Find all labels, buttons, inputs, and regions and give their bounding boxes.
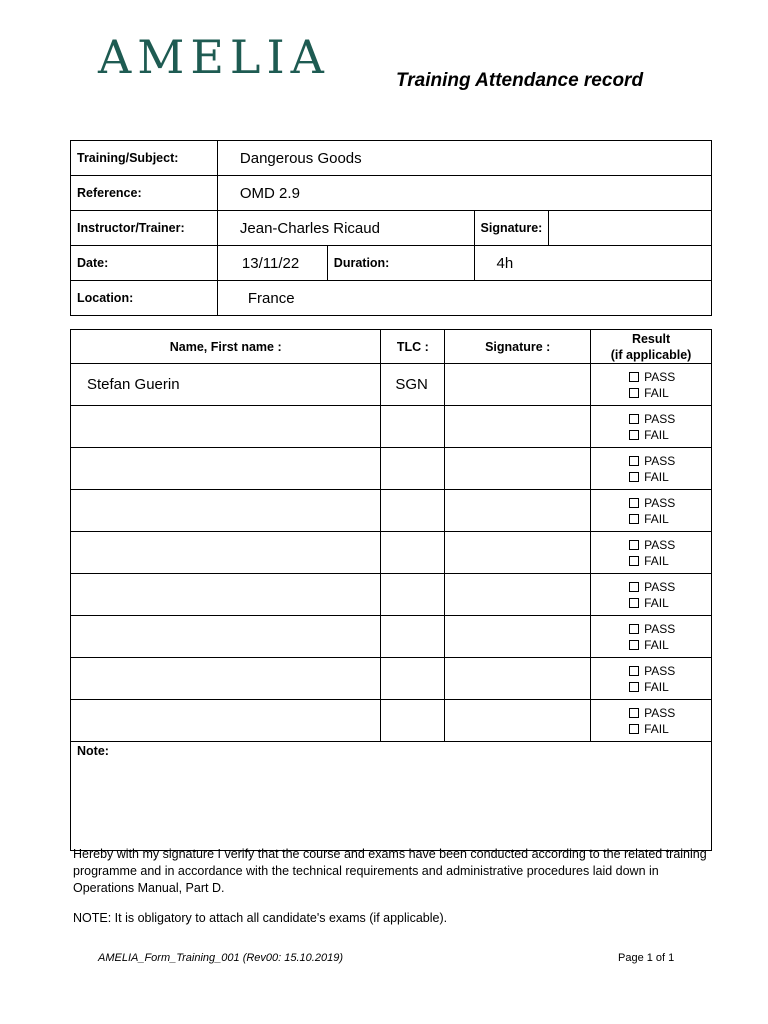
tlc-column-header: TLC :	[381, 330, 445, 364]
instructor-signature-field[interactable]	[549, 211, 712, 246]
fail-label: FAIL	[644, 679, 669, 694]
reference-value[interactable]: OMD 2.9	[217, 176, 711, 211]
fail-option[interactable]	[629, 553, 711, 569]
pass-label: PASS	[644, 579, 676, 594]
location-row	[71, 281, 712, 316]
pass-checkbox[interactable]	[629, 624, 639, 634]
fail-label: FAIL	[644, 427, 669, 442]
obligation-note: NOTE: It is obligatory to attach all candidate's exams (if applicable).	[73, 911, 448, 925]
pass-option[interactable]	[629, 705, 711, 721]
attendee-name-field[interactable]	[71, 448, 381, 490]
attendee-tlc-field[interactable]: SGN	[381, 364, 445, 406]
attendee-signature-field[interactable]	[445, 490, 591, 532]
fail-option[interactable]	[629, 637, 711, 653]
attendee-name-field[interactable]: Stefan Guerin	[71, 364, 381, 406]
pass-label: PASS	[644, 663, 676, 678]
result-header-text: Result	[631, 331, 671, 346]
pass-label: PASS	[644, 495, 676, 510]
fail-label: FAIL	[644, 637, 669, 652]
attendee-tlc-field[interactable]	[381, 532, 445, 574]
fail-checkbox[interactable]	[629, 682, 639, 692]
attendee-row	[71, 700, 712, 742]
date-label: Date:	[71, 246, 218, 281]
fail-label: FAIL	[644, 385, 669, 400]
attendee-signature-field[interactable]	[445, 406, 591, 448]
pass-label: PASS	[644, 537, 676, 552]
signature-column-header: Signature :	[445, 330, 591, 364]
result-column-header	[591, 330, 712, 364]
fail-option[interactable]	[629, 679, 711, 695]
fail-label: FAIL	[644, 595, 669, 610]
attendee-name-field[interactable]	[71, 406, 381, 448]
fail-option[interactable]	[629, 511, 711, 527]
note-field[interactable]	[71, 742, 712, 851]
signature-label: Signature:	[474, 211, 549, 246]
page-number: Page 1 of 1	[618, 952, 675, 964]
pass-option[interactable]	[629, 621, 711, 637]
result-options	[591, 700, 712, 742]
attendee-tlc-field[interactable]	[381, 616, 445, 658]
attendee-signature-field[interactable]	[445, 532, 591, 574]
fail-label: FAIL	[644, 721, 669, 736]
pass-option[interactable]	[629, 663, 711, 679]
pass-label: PASS	[644, 369, 676, 384]
fail-checkbox[interactable]	[629, 388, 639, 398]
fail-checkbox[interactable]	[629, 556, 639, 566]
attendance-header-row	[71, 330, 712, 364]
training-info-table	[70, 140, 712, 316]
attendee-name-field[interactable]	[71, 700, 381, 742]
pass-option[interactable]	[629, 495, 711, 511]
attendee-name-field[interactable]	[71, 616, 381, 658]
training-subject-value[interactable]: Dangerous Goods	[217, 141, 711, 176]
fail-checkbox[interactable]	[629, 514, 639, 524]
attendee-row	[71, 574, 712, 616]
duration-label: Duration:	[327, 246, 474, 281]
fail-checkbox[interactable]	[629, 640, 639, 650]
fail-label: FAIL	[644, 553, 669, 568]
location-value[interactable]: France	[217, 281, 711, 316]
attendee-name-field[interactable]	[71, 490, 381, 532]
result-options	[591, 658, 712, 700]
fail-label: FAIL	[644, 511, 669, 526]
pass-checkbox[interactable]	[629, 414, 639, 424]
pass-checkbox[interactable]	[629, 456, 639, 466]
form-identifier: AMELIA_Form_Training_001 (Rev00: 15.10.2019)	[98, 952, 343, 964]
duration-value[interactable]: 4h	[474, 246, 711, 281]
pass-checkbox[interactable]	[629, 372, 639, 382]
pass-label: PASS	[644, 705, 676, 720]
result-header-subtext: (if applicable)	[610, 347, 692, 362]
attendee-name-field[interactable]	[71, 574, 381, 616]
instructor-value[interactable]: Jean-Charles Ricaud	[217, 211, 474, 246]
attendee-row	[71, 532, 712, 574]
pass-checkbox[interactable]	[629, 498, 639, 508]
attendee-tlc-field[interactable]	[381, 658, 445, 700]
attendee-signature-field[interactable]	[445, 364, 591, 406]
fail-option[interactable]	[629, 385, 711, 401]
pass-label: PASS	[644, 411, 676, 426]
result-options	[591, 532, 712, 574]
attendee-tlc-field[interactable]	[381, 574, 445, 616]
verification-statement: Hereby with my signature I verify that the course and exams have been conducted according to the related training programme and in accordance with the technical requirements and administrative procedures laid down in Operations Manual, Part D.	[73, 847, 707, 895]
pass-checkbox[interactable]	[629, 708, 639, 718]
fail-checkbox[interactable]	[629, 598, 639, 608]
result-options	[591, 448, 712, 490]
location-label: Location:	[71, 281, 218, 316]
note-row	[71, 742, 712, 851]
attendee-signature-field[interactable]	[445, 574, 591, 616]
pass-checkbox[interactable]	[629, 666, 639, 676]
instructor-label: Instructor/Trainer:	[71, 211, 218, 246]
date-row	[71, 246, 712, 281]
fail-option[interactable]	[629, 469, 711, 485]
result-options	[591, 616, 712, 658]
attendee-signature-field[interactable]	[445, 616, 591, 658]
attendee-tlc-field[interactable]	[381, 490, 445, 532]
attendee-name-field[interactable]	[71, 658, 381, 700]
pass-label: PASS	[644, 621, 676, 636]
attendee-row	[71, 616, 712, 658]
fail-label: FAIL	[644, 469, 669, 484]
fail-option[interactable]	[629, 595, 711, 611]
attendance-table	[70, 329, 712, 851]
fail-option[interactable]	[629, 427, 711, 443]
note-label: Note:	[77, 744, 109, 758]
amelia-logo: AMELIA	[98, 30, 330, 84]
attendee-tlc-field[interactable]	[381, 448, 445, 490]
pass-option[interactable]	[629, 411, 711, 427]
document-title: Training Attendance record	[396, 70, 644, 91]
result-options	[591, 364, 712, 406]
date-value[interactable]: 13/11/22	[217, 246, 327, 281]
attendee-tlc-field[interactable]	[381, 406, 445, 448]
attendee-row	[71, 490, 712, 532]
fail-checkbox[interactable]	[629, 724, 639, 734]
attendee-signature-field[interactable]	[445, 448, 591, 490]
pass-option[interactable]	[629, 369, 711, 385]
fail-option[interactable]	[629, 721, 711, 737]
pass-checkbox[interactable]	[629, 582, 639, 592]
attendee-tlc-field[interactable]	[381, 700, 445, 742]
attendee-row	[71, 406, 712, 448]
result-options	[591, 490, 712, 532]
training-subject-label: Training/Subject:	[71, 141, 218, 176]
pass-option[interactable]	[629, 579, 711, 595]
attendee-name-field[interactable]	[71, 532, 381, 574]
fail-checkbox[interactable]	[629, 472, 639, 482]
attendee-row	[71, 658, 712, 700]
pass-checkbox[interactable]	[629, 540, 639, 550]
pass-option[interactable]	[629, 537, 711, 553]
attendee-signature-field[interactable]	[445, 658, 591, 700]
instructor-row	[71, 211, 712, 246]
attendee-signature-field[interactable]	[445, 700, 591, 742]
attendee-row	[71, 448, 712, 490]
training-subject-row	[71, 141, 712, 176]
pass-label: PASS	[644, 453, 676, 468]
name-column-header: Name, First name :	[71, 330, 381, 364]
attendee-row	[71, 364, 712, 406]
pass-option[interactable]	[629, 453, 711, 469]
reference-label: Reference:	[71, 176, 218, 211]
result-options	[591, 574, 712, 616]
fail-checkbox[interactable]	[629, 430, 639, 440]
reference-row	[71, 176, 712, 211]
result-options	[591, 406, 712, 448]
